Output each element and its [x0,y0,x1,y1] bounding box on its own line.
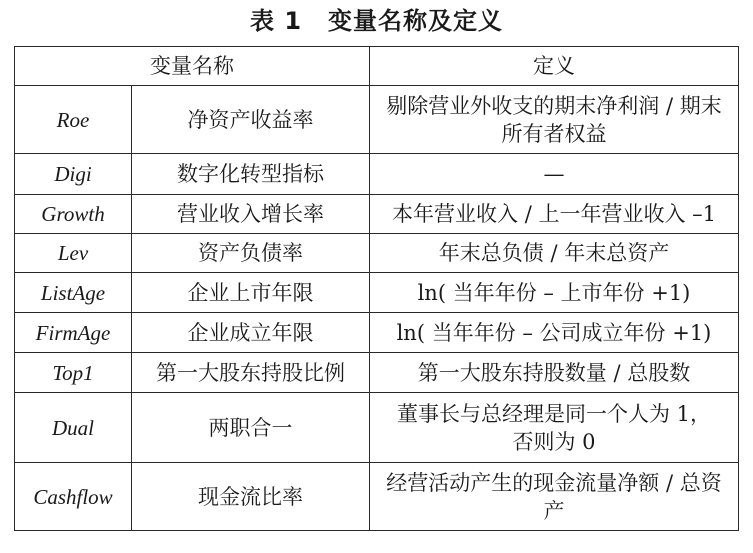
variable-name: 企业上市年限 [132,273,370,313]
variable-code: Dual [15,393,132,463]
variable-definition: — [370,154,739,195]
variable-definition: 董事长与总经理是同一个人为 1，否则为 0 [370,393,739,463]
variable-table [14,46,739,531]
variable-name: 现金流比率 [132,463,370,531]
variable-code: ListAge [15,273,132,313]
table-row [15,154,739,195]
variable-code: Cashflow [15,463,132,531]
table-row [15,463,739,531]
variable-code: Roe [15,86,132,154]
table-row [15,273,739,313]
table-caption [0,4,753,38]
variable-name: 两职合一 [132,393,370,463]
caption-text: 变量名称及定义 [328,7,504,35]
variable-code: Growth [15,195,132,234]
header-variable-name: 变量名称 [15,47,370,86]
variable-name: 营业收入增长率 [132,195,370,234]
variable-name: 数字化转型指标 [132,154,370,195]
header-definition: 定义 [370,47,739,86]
table-row [15,86,739,154]
variable-definition: 经营活动产生的现金流量净额 / 总资产 [370,463,739,531]
variable-definition: 年末总负债 / 年末总资产 [370,234,739,273]
table-row [15,353,739,393]
table-row [15,313,739,353]
table-row [15,195,739,234]
variable-definition: 剔除营业外收支的期末净利润 / 期末所有者权益 [370,86,739,154]
table-row [15,393,739,463]
variable-name: 第一大股东持股比例 [132,353,370,393]
variable-name: 净资产收益率 [132,86,370,154]
variable-code: FirmAge [15,313,132,353]
variable-code: Lev [15,234,132,273]
variable-definition: 本年营业收入 / 上一年营业收入 –1 [370,195,739,234]
variable-definition: ln( 当年年份 – 公司成立年份 +1) [370,313,739,353]
variable-code: Digi [15,154,132,195]
variable-definition: 第一大股东持股数量 / 总股数 [370,353,739,393]
variable-name: 企业成立年限 [132,313,370,353]
header-row [15,47,739,86]
table-row [15,234,739,273]
variable-definition: ln( 当年年份 – 上市年份 +1) [370,273,739,313]
variable-name: 资产负债率 [132,234,370,273]
caption-label: 表 1 [249,7,303,35]
variable-code: Top1 [15,353,132,393]
